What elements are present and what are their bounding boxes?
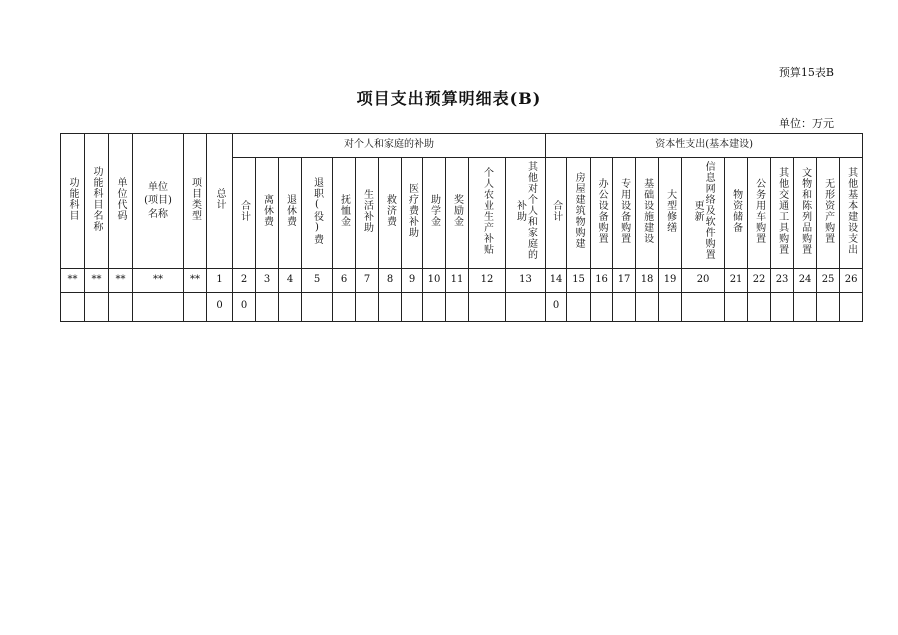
data-cell (794, 292, 817, 321)
col-func-subject: 功能科目 (61, 134, 85, 269)
index-number-cell: 2 (233, 268, 256, 292)
index-star-cell: ** (85, 268, 109, 292)
col-capital-6: 信息网络及软件购置更新 (682, 158, 725, 269)
data-cell (423, 292, 446, 321)
col-personal-1: 离休费 (256, 158, 279, 269)
data-cell (771, 292, 794, 321)
data-cell (613, 292, 636, 321)
col-func-subject-name: 功能科目名称 (85, 134, 109, 269)
col-total: 总计 (207, 134, 233, 269)
col-capital-8: 公务用车购置 (748, 158, 771, 269)
index-number-cell: 25 (817, 268, 840, 292)
col-personal-7: 医疗费补助 (402, 158, 423, 269)
group-capital-expenditure: 资本性支出(基本建设) (546, 134, 863, 158)
data-cell (133, 292, 184, 321)
index-number-cell: 7 (356, 268, 379, 292)
col-personal-2: 退休费 (279, 158, 302, 269)
data-personal-total-cell: 0 (233, 292, 256, 321)
col-capital-10: 文物和陈列品购置 (794, 158, 817, 269)
index-number-cell: 10 (423, 268, 446, 292)
col-capital-1: 房屋建筑物购建 (567, 158, 591, 269)
data-cell (636, 292, 659, 321)
index-number-cell: 26 (840, 268, 863, 292)
index-number-cell: 4 (279, 268, 302, 292)
budget-table (60, 133, 863, 322)
form-number: 预算15表B (778, 66, 834, 79)
data-cell (725, 292, 748, 321)
data-cell (567, 292, 591, 321)
index-number-cell: 6 (333, 268, 356, 292)
data-cell (333, 292, 356, 321)
data-total-cell: 0 (207, 292, 233, 321)
data-cell (256, 292, 279, 321)
index-number-cell: 20 (682, 268, 725, 292)
data-cell (506, 292, 546, 321)
index-number-cell: 16 (591, 268, 613, 292)
data-cell (184, 292, 207, 321)
index-number-cell: 14 (546, 268, 567, 292)
data-cell (279, 292, 302, 321)
index-number-cell: 1 (207, 268, 233, 292)
col-unit-code: 单位代码 (109, 134, 133, 269)
index-number-cell: 23 (771, 268, 794, 292)
col-capital-7: 物资储备 (725, 158, 748, 269)
unit-label: 单位：万元 (779, 117, 834, 130)
col-personal-11: 其他对个人和家庭的补助 (506, 158, 546, 269)
col-capital-9: 其他交通工具购置 (771, 158, 794, 269)
index-number-cell: 13 (506, 268, 546, 292)
index-number-cell: 9 (402, 268, 423, 292)
index-star-cell: ** (133, 268, 184, 292)
col-capital-0: 合计 (546, 158, 567, 269)
data-cell (109, 292, 133, 321)
index-number-cell: 17 (613, 268, 636, 292)
col-capital-2: 办公设备购置 (591, 158, 613, 269)
data-cell (356, 292, 379, 321)
data-cell (302, 292, 333, 321)
col-capital-11: 无形资产购置 (817, 158, 840, 269)
data-cell (379, 292, 402, 321)
col-personal-4: 抚恤金 (333, 158, 356, 269)
index-number-cell: 12 (469, 268, 506, 292)
data-cell (469, 292, 506, 321)
index-number-cell: 18 (636, 268, 659, 292)
index-star-cell: ** (109, 268, 133, 292)
data-cell (659, 292, 682, 321)
data-cell (817, 292, 840, 321)
data-cell (591, 292, 613, 321)
col-personal-3: 退职(役)费 (302, 158, 333, 269)
col-capital-5: 大型修缮 (659, 158, 682, 269)
data-capital-total-cell: 0 (546, 292, 567, 321)
index-number-cell: 15 (567, 268, 591, 292)
data-cell (840, 292, 863, 321)
index-star-cell: ** (184, 268, 207, 292)
col-capital-12: 其他基本建设支出 (840, 158, 863, 269)
data-cell (682, 292, 725, 321)
col-capital-4: 基础设施建设 (636, 158, 659, 269)
col-personal-5: 生活补助 (356, 158, 379, 269)
col-project-type: 项目类型 (184, 134, 207, 269)
data-cell (85, 292, 109, 321)
data-cell (446, 292, 469, 321)
data-cell (402, 292, 423, 321)
index-number-cell: 5 (302, 268, 333, 292)
index-number-cell: 19 (659, 268, 682, 292)
col-personal-0: 合计 (233, 158, 256, 269)
index-number-cell: 24 (794, 268, 817, 292)
index-number-cell: 21 (725, 268, 748, 292)
index-star-cell: ** (61, 268, 85, 292)
data-cell (61, 292, 85, 321)
group-personal-subsidy: 对个人和家庭的补助 (233, 134, 546, 158)
col-capital-3: 专用设备购置 (613, 158, 636, 269)
page-title: 项目支出预算明细表(B) (356, 89, 542, 108)
col-personal-10: 个人农业生产补贴 (469, 158, 506, 269)
index-number-cell: 22 (748, 268, 771, 292)
index-number-cell: 3 (256, 268, 279, 292)
index-number-cell: 8 (379, 268, 402, 292)
data-cell (748, 292, 771, 321)
col-personal-6: 救济费 (379, 158, 402, 269)
col-personal-9: 奖励金 (446, 158, 469, 269)
col-personal-8: 助学金 (423, 158, 446, 269)
index-number-cell: 11 (446, 268, 469, 292)
col-unit-name: 单位 (项目) 名称 (133, 134, 184, 269)
